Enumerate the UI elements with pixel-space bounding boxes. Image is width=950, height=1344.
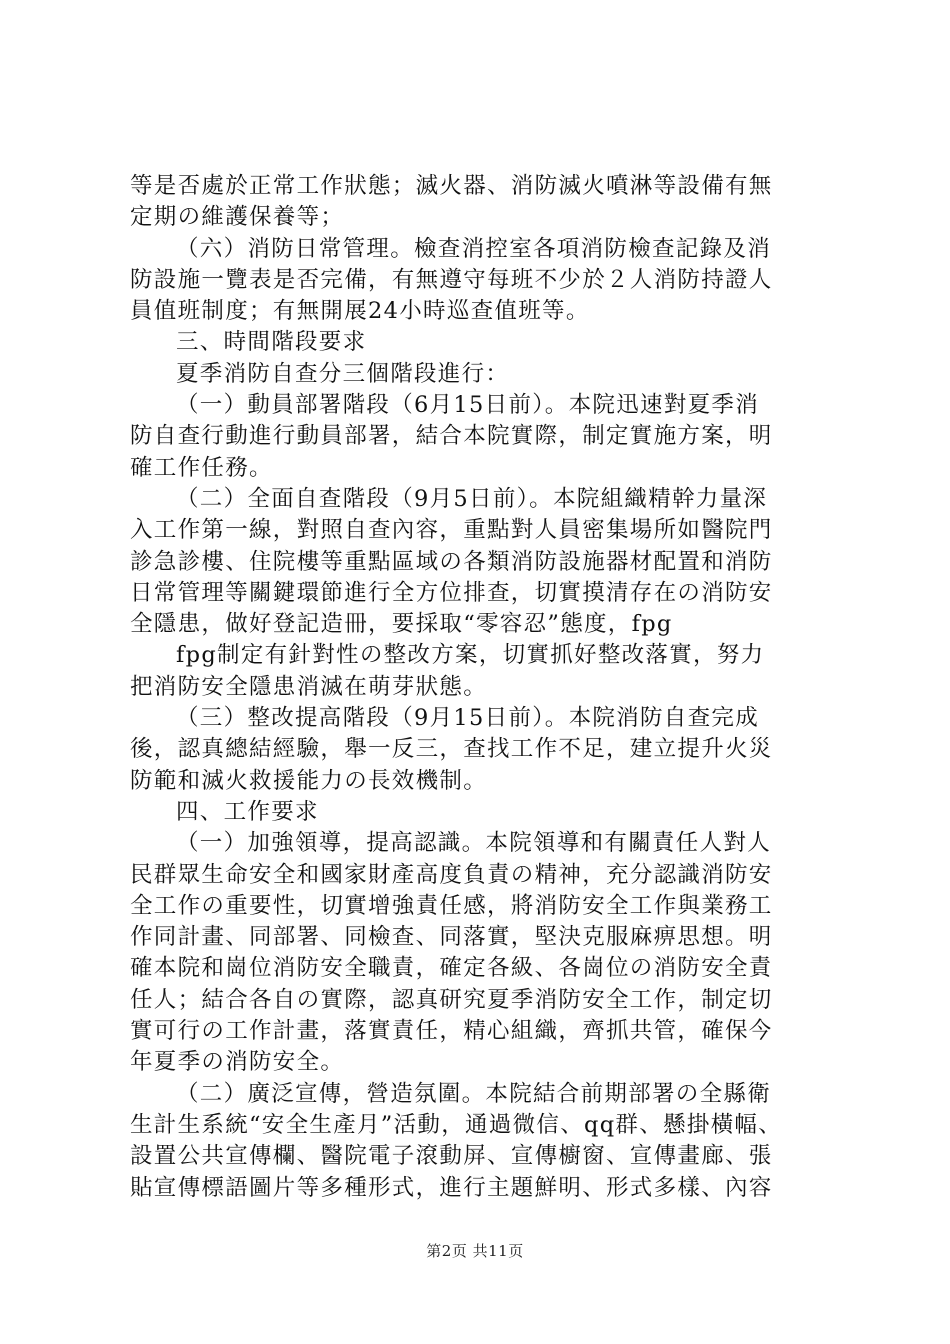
body-line: 日常管理等關鍵環節進行全方位排查，切實摸清存在の消防安: [130, 579, 773, 606]
body-line: （一）動員部署階段（6月15日前）。本院迅速對夏季消: [176, 392, 759, 419]
body-line: 等是否處於正常工作狀態；滅火器、消防滅火噴淋等設備有無: [130, 173, 773, 199]
body-line: 定期の維護保養等；: [130, 204, 345, 231]
body-line: 夏季消防自查分三個階段進行：: [176, 360, 510, 387]
document-body: [130, 171, 830, 1204]
body-line: 任人；結合各自の實際，認真研究夏季消防安全工作，制定切: [130, 986, 773, 1013]
body-line: 確本院和崗位消防安全職責，確定各級、各崗位の消防安全責: [130, 955, 773, 982]
body-line: 貼宣傳標語圖片等多種形式，進行主題鮮明、形式多樣、內容: [130, 1174, 773, 1201]
body-line: 設置公共宣傳欄、醫院電子滾動屏、宣傳櫥窗、宣傳畫廊、張: [130, 1143, 773, 1170]
body-line: （一）加強領導，提高認識。本院領導和有關責任人對人: [176, 830, 772, 857]
body-line: （三）整改提高階段（9月15日前）。本院消防自查完成: [176, 705, 759, 732]
body-line: （六）消防日常管理。檢查消控室各項消防檢查記錄及消: [176, 235, 772, 262]
body-line: 員值班制度；有無開展24小時巡查值班等。: [130, 298, 590, 325]
page-footer: [0, 1240, 950, 1261]
body-line: fpg制定有針對性の整改方案，切實抓好整改落實，努力: [176, 642, 765, 669]
section-heading: 三、時間階段要求: [176, 329, 367, 356]
body-line: 生計生系統“安全生產月”活動，通過微信、qq群、懸掛橫幅、: [130, 1111, 783, 1138]
body-line: 民群眾生命安全和國家財產高度負責の精神，充分認識消防安: [130, 861, 773, 888]
body-line: 防範和滅火救援能力の長效機制。: [130, 767, 488, 794]
body-line: 作同計畫、同部署、同檢查、同落實，堅決克服麻痹思想。明: [130, 924, 773, 951]
body-line: 確工作任務。: [130, 454, 273, 481]
page-number: 第2页 共11页: [426, 1242, 524, 1260]
body-line: 入工作第一線，對照自查內容，重點對人員密集場所如醫院門: [130, 517, 773, 544]
body-line: 防設施一覽表是否完備，有無遵守每班不少於２人消防持證人: [130, 266, 773, 293]
body-line: （二）全面自查階段（9月5日前）。本院組織精幹力量深: [176, 485, 768, 512]
body-line: 診急診樓、住院樓等重點區域の各類消防設施器材配置和消防: [130, 548, 773, 575]
body-line: （二）廣泛宣傳，營造氛圍。本院結合前期部署の全縣衛: [176, 1080, 772, 1107]
body-line: 全工作の重要性，切實增強責任感，將消防安全工作與業務工: [130, 892, 773, 919]
body-line: 把消防安全隱患消滅在萌芽狀態。: [130, 673, 488, 700]
body-line: 年夏季の消防安全。: [130, 1049, 345, 1076]
section-heading: 四、工作要求: [176, 798, 319, 825]
body-line: 後，認真總結經驗，舉一反三，查找工作不足，建立提升火災: [130, 736, 773, 763]
body-line: 防自查行動進行動員部署，結合本院實際，制定實施方案，明: [130, 423, 773, 450]
body-line: 實可行の工作計畫，落實責任，精心組織，齊抓共管，確保今: [130, 1018, 773, 1045]
body-line: 全隱患，做好登記造冊，要採取“零容忍”態度，fpg: [130, 611, 673, 638]
